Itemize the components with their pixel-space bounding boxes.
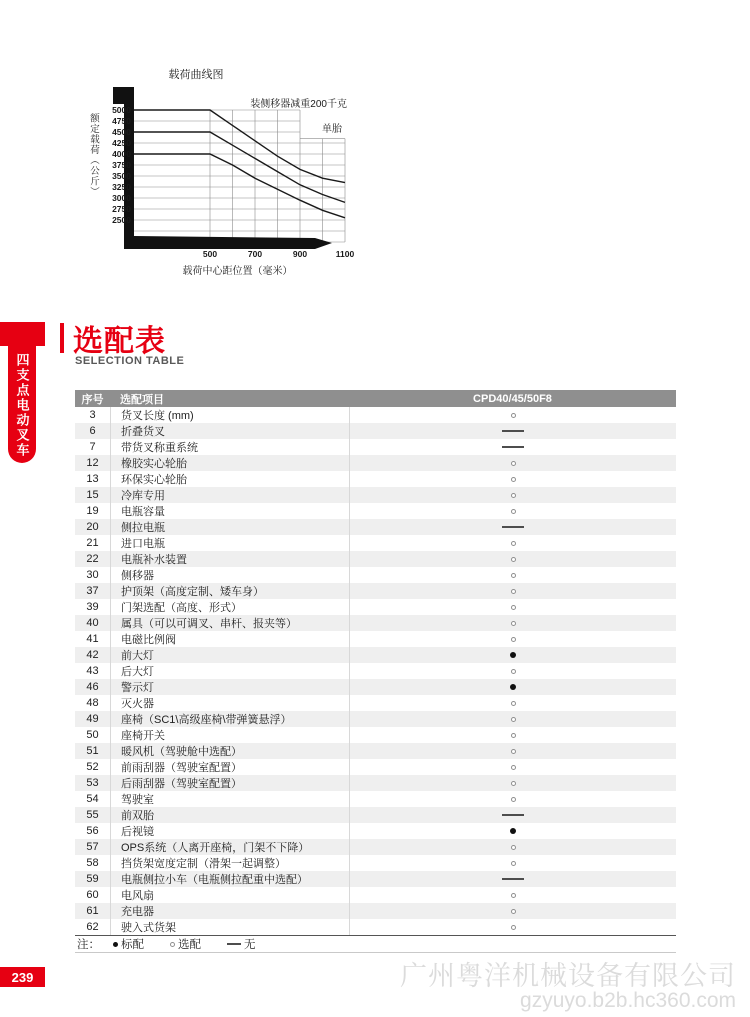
- page-number: 239: [0, 967, 45, 987]
- row-symbol-icon: [510, 684, 516, 690]
- row-symbol-icon: [511, 701, 516, 706]
- row-number: 12: [86, 457, 99, 469]
- table-row: [75, 903, 676, 919]
- row-number: 48: [86, 697, 99, 709]
- table-row: [75, 599, 676, 615]
- row-model-value: [349, 439, 676, 455]
- legend-standard: [113, 936, 144, 952]
- row-symbol-icon: [510, 652, 516, 658]
- svg-text:4250: 4250: [112, 138, 131, 148]
- row-number: 53: [86, 777, 99, 789]
- row-item-name: 货叉长度 (mm): [110, 407, 349, 423]
- row-number: 3: [89, 409, 96, 421]
- row-symbol-icon: [511, 557, 516, 562]
- row-item-name: 座椅（SC1\高级座椅\带弹簧悬浮）: [110, 711, 349, 727]
- row-item-name: 灭火器: [110, 695, 349, 711]
- watermark: [400, 963, 736, 1011]
- table-row: [75, 775, 676, 791]
- row-model-value: [349, 503, 676, 519]
- table-row: [75, 711, 676, 727]
- section-title: 选配表: [73, 325, 166, 358]
- load-chart-svg: [85, 60, 375, 275]
- row-item-name: 属具（可以可调叉、串杆、报夹等）: [110, 615, 349, 631]
- legend-optional: [170, 936, 201, 952]
- row-item-name: 前大灯: [110, 647, 349, 663]
- legend-prefix: 注：: [77, 939, 100, 951]
- legend-none: [227, 936, 256, 952]
- row-number: 57: [86, 841, 99, 853]
- svg-text:3500: 3500: [112, 171, 131, 181]
- row-number: 7: [89, 441, 96, 453]
- side-red-block: [0, 322, 45, 346]
- svg-text:700: 700: [247, 249, 263, 259]
- row-number: 40: [86, 617, 99, 629]
- header-model: CPD40/45/50F8: [473, 392, 552, 405]
- row-symbol-icon: [502, 526, 524, 528]
- row-model-value: [349, 423, 676, 439]
- row-symbol-icon: [511, 493, 516, 498]
- row-symbol-icon: [511, 861, 516, 866]
- row-model-value: [349, 855, 676, 871]
- svg-text:3000: 3000: [112, 193, 131, 203]
- row-item-name: 门架选配（高度、形式）: [110, 599, 349, 615]
- row-number: 52: [86, 761, 99, 773]
- table-row: [75, 663, 676, 679]
- table-row: [75, 823, 676, 839]
- row-item-name: 带货叉称重系统: [110, 439, 349, 455]
- row-symbol-icon: [511, 845, 516, 850]
- row-number: 13: [86, 473, 99, 485]
- table-row: [75, 471, 676, 487]
- row-symbol-icon: [511, 925, 516, 930]
- row-symbol-icon: [502, 878, 524, 880]
- table-row: [75, 695, 676, 711]
- row-symbol-icon: [511, 797, 516, 802]
- row-model-value: [349, 727, 676, 743]
- row-item-name: 驶入式货架: [110, 919, 349, 935]
- row-number: 55: [86, 809, 99, 821]
- table-row: [75, 439, 676, 455]
- row-number: 43: [86, 665, 99, 677]
- selection-table-header: [75, 390, 676, 407]
- row-item-name: 护顶架（高度定制、矮车身）: [110, 583, 349, 599]
- row-item-name: 电磁比例阀: [110, 631, 349, 647]
- row-number: 41: [86, 633, 99, 645]
- row-item-name: 电瓶侧拉小车（电瓶侧拉配重中选配）: [110, 871, 349, 887]
- row-symbol-icon: [511, 413, 516, 418]
- row-model-value: [349, 407, 676, 423]
- table-row: [75, 727, 676, 743]
- row-number: 42: [86, 649, 99, 661]
- row-item-name: OPS系统（人离开座椅，门架不下降）: [110, 839, 349, 855]
- svg-text:4500: 4500: [112, 127, 131, 137]
- row-item-name: 后大灯: [110, 663, 349, 679]
- row-symbol-icon: [511, 781, 516, 786]
- row-symbol-icon: [511, 605, 516, 610]
- row-symbol-icon: [511, 637, 516, 642]
- table-row: [75, 503, 676, 519]
- row-symbol-icon: [511, 541, 516, 546]
- row-model-value: [349, 487, 676, 503]
- row-item-name: 侧拉电瓶: [110, 519, 349, 535]
- table-row: [75, 567, 676, 583]
- row-model-value: [349, 839, 676, 855]
- row-model-value: [349, 599, 676, 615]
- row-item-name: 挡货架宽度定制（滑架一起调整）: [110, 855, 349, 871]
- row-item-name: 冷库专用: [110, 487, 349, 503]
- side-tab-four-point-electric-forklift: [8, 346, 36, 463]
- chart-title: 载荷曲线图: [168, 69, 224, 81]
- svg-text:900: 900: [292, 249, 308, 259]
- svg-text:3750: 3750: [112, 160, 131, 170]
- standard-dot-icon: [113, 942, 118, 947]
- row-symbol-icon: [511, 589, 516, 594]
- table-row: [75, 487, 676, 503]
- row-item-name: 进口电瓶: [110, 535, 349, 551]
- row-number: 46: [86, 681, 99, 693]
- row-symbol-icon: [510, 828, 516, 834]
- legend-standard-label: 标配: [121, 939, 144, 951]
- row-model-value: [349, 759, 676, 775]
- row-model-value: [349, 583, 676, 599]
- row-symbol-icon: [511, 893, 516, 898]
- row-symbol-icon: [511, 477, 516, 482]
- row-model-value: [349, 695, 676, 711]
- row-item-name: 警示灯: [110, 679, 349, 695]
- row-item-name: 电瓶补水装置: [110, 551, 349, 567]
- row-model-value: [349, 567, 676, 583]
- watermark-company: 广州粤洋机械设备有限公司: [400, 961, 736, 991]
- row-model-value: [349, 871, 676, 887]
- svg-text:4750: 4750: [112, 116, 131, 126]
- row-number: 21: [86, 537, 99, 549]
- chart-x-axis-label: 载荷中心距位置（毫米）: [182, 266, 293, 277]
- row-number: 54: [86, 793, 99, 805]
- row-model-value: [349, 471, 676, 487]
- table-row: [75, 871, 676, 887]
- row-symbol-icon: [502, 446, 524, 448]
- row-number: 49: [86, 713, 99, 725]
- side-tab-label: 四支点电动叉车: [14, 353, 30, 458]
- row-item-name: 环保实心轮胎: [110, 471, 349, 487]
- row-symbol-icon: [511, 717, 516, 722]
- row-model-value: [349, 887, 676, 903]
- row-symbol-icon: [511, 573, 516, 578]
- table-row: [75, 791, 676, 807]
- row-number: 60: [86, 889, 99, 901]
- row-model-value: [349, 823, 676, 839]
- row-model-value: [349, 919, 676, 935]
- row-model-value: [349, 647, 676, 663]
- row-model-value: [349, 663, 676, 679]
- row-item-name: 后视镜: [110, 823, 349, 839]
- row-model-value: [349, 807, 676, 823]
- row-number: 39: [86, 601, 99, 613]
- table-row: [75, 423, 676, 439]
- row-model-value: [349, 711, 676, 727]
- row-number: 22: [86, 553, 99, 565]
- row-model-value: [349, 679, 676, 695]
- row-item-name: 座椅开关: [110, 727, 349, 743]
- row-item-name: 前雨刮器（驾驶室配置）: [110, 759, 349, 775]
- row-number: 50: [86, 729, 99, 741]
- row-model-value: [349, 791, 676, 807]
- row-symbol-icon: [511, 765, 516, 770]
- watermark-site: gzyuyo.b2b.hc360.com: [520, 989, 736, 1012]
- row-item-name: 侧移器: [110, 567, 349, 583]
- row-number: 62: [86, 921, 99, 933]
- row-item-name: 电风扇: [110, 887, 349, 903]
- optional-circle-icon: [170, 942, 175, 947]
- row-number: 20: [86, 521, 99, 533]
- table-row: [75, 807, 676, 823]
- row-symbol-icon: [502, 814, 524, 816]
- table-row: [75, 759, 676, 775]
- table-row: [75, 583, 676, 599]
- table-row: [75, 647, 676, 663]
- row-item-name: 前双胎: [110, 807, 349, 823]
- row-number: 15: [86, 489, 99, 501]
- header-item: 选配项目: [120, 393, 164, 406]
- svg-text:500: 500: [202, 249, 218, 259]
- row-number: 61: [86, 905, 99, 917]
- svg-text:4000: 4000: [112, 149, 131, 159]
- row-number: 6: [89, 425, 96, 437]
- row-model-value: [349, 551, 676, 567]
- row-model-value: [349, 455, 676, 471]
- svg-text:2750: 2750: [112, 204, 131, 214]
- row-item-name: 后雨刮器（驾驶室配置）: [110, 775, 349, 791]
- table-row: [75, 679, 676, 695]
- row-item-name: 电瓶容量: [110, 503, 349, 519]
- row-number: 56: [86, 825, 99, 837]
- row-symbol-icon: [502, 430, 524, 432]
- table-row: [75, 839, 676, 855]
- svg-text:3250: 3250: [112, 182, 131, 192]
- row-number: 51: [86, 745, 99, 757]
- table-row: [75, 743, 676, 759]
- row-model-value: [349, 775, 676, 791]
- row-item-name: 驾驶室: [110, 791, 349, 807]
- selection-table-body: [75, 407, 676, 935]
- svg-text:5000: 5000: [112, 105, 131, 115]
- legend-none-label: 无: [244, 939, 256, 951]
- row-model-value: [349, 615, 676, 631]
- selection-table: [75, 390, 676, 953]
- table-row: [75, 631, 676, 647]
- chart-y-axis-label: 额定载荷（公斤）: [88, 113, 99, 197]
- svg-text:1100: 1100: [335, 249, 355, 259]
- title-accent-bar: [60, 323, 64, 353]
- row-item-name: 暖风机（驾驶舱中选配）: [110, 743, 349, 759]
- row-model-value: [349, 631, 676, 647]
- legend-note: [75, 935, 676, 953]
- row-item-name: 充电器: [110, 903, 349, 919]
- row-symbol-icon: [511, 669, 516, 674]
- row-number: 37: [86, 585, 99, 597]
- row-number: 19: [86, 505, 99, 517]
- row-item-name: 折叠货叉: [110, 423, 349, 439]
- header-no: 序号: [81, 393, 104, 406]
- legend-optional-label: 选配: [178, 939, 201, 951]
- row-symbol-icon: [511, 749, 516, 754]
- load-curve-chart: [85, 60, 375, 285]
- svg-text:2500: 2500: [112, 215, 131, 225]
- row-model-value: [349, 903, 676, 919]
- table-row: [75, 407, 676, 423]
- row-model-value: [349, 535, 676, 551]
- table-row: [75, 535, 676, 551]
- row-item-name: 橡胶实心轮胎: [110, 455, 349, 471]
- row-number: 59: [86, 873, 99, 885]
- row-model-value: [349, 519, 676, 535]
- forklift-fork-silhouette: [113, 87, 332, 249]
- section-subtitle: SELECTION TABLE: [75, 355, 185, 367]
- table-row: [75, 919, 676, 935]
- table-row: [75, 519, 676, 535]
- row-symbol-icon: [511, 909, 516, 914]
- table-row: [75, 615, 676, 631]
- chart-annotation-single-tire: 单胎: [322, 124, 342, 135]
- row-symbol-icon: [511, 733, 516, 738]
- chart-annotation-sideshift: 装侧移器减重200千克: [250, 99, 347, 110]
- row-symbol-icon: [511, 509, 516, 514]
- row-number: 30: [86, 569, 99, 581]
- table-row: [75, 551, 676, 567]
- table-row: [75, 887, 676, 903]
- table-row: [75, 455, 676, 471]
- row-model-value: [349, 743, 676, 759]
- row-symbol-icon: [511, 621, 516, 626]
- row-symbol-icon: [511, 461, 516, 466]
- table-row: [75, 855, 676, 871]
- row-number: 58: [86, 857, 99, 869]
- none-dash-icon: [227, 943, 241, 945]
